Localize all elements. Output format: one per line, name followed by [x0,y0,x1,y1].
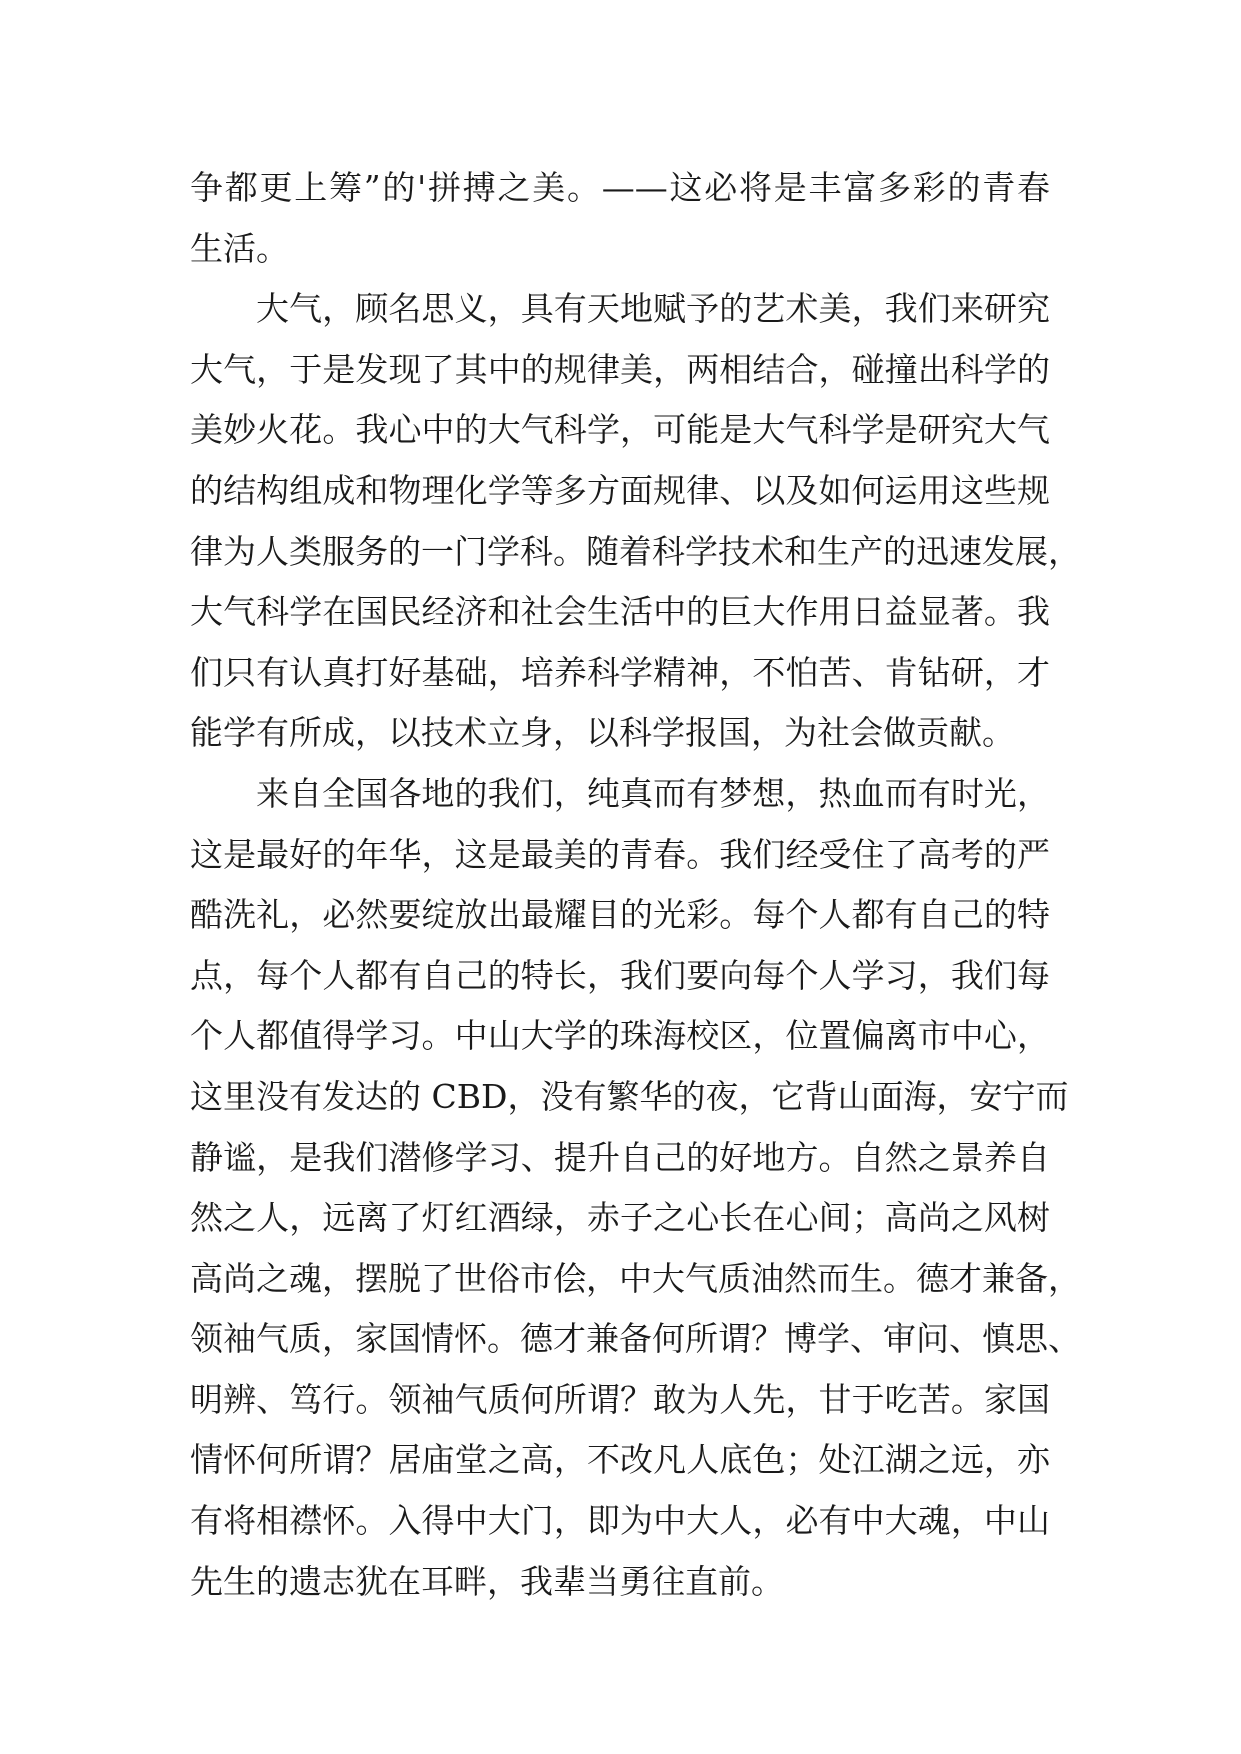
text-line: 先生的遗志犹在耳畔，我辈当勇往直前。 [190,1561,784,1601]
text-line: 律为人类服务的一门学科。随着科学技术和生产的迅速发展， [190,531,1081,571]
text-line: 情怀何所谓？居庙堂之高，不改凡人底色；处江湖之远，亦 [190,1440,1050,1480]
text-line: 高尚之魂，摆脱了世俗市侩，中大气质油然而生。德才兼备， [190,1258,1081,1298]
text-line: 争都更上筹”的'拼搏之美。——这必将是丰富多彩的青春 [190,168,1050,207]
body-text [190,158,1081,1612]
text-line: 然之人，远离了灯红酒绿，赤子之心长在心间；高尚之风树 [190,1198,1050,1238]
text-line: 这里没有发达的 CBD，没有繁华的夜，它背山面海，安宁而 [190,1076,1069,1116]
paragraph-2 [190,279,1081,764]
text-line: 明辨、笃行。领袖气质何所谓？敢为人先，甘于吃苦。家国 [190,1379,1050,1419]
text-line: 大气科学在国民经济和社会生活中的巨大作用日益显著。我 [190,592,1050,632]
text-line: 来自全国各地的我们，纯真而有梦想，热血而有时光， [256,773,1050,813]
text-line: 酷洗礼，必然要绽放出最耀目的光彩。每个人都有自己的特 [190,895,1050,935]
text-line: 大气，顾名思义，具有天地赋予的艺术美，我们来研究 [256,289,1050,329]
text-line: 有将相襟怀。入得中大门，即为中大人，必有中大魂，中山 [190,1501,1050,1541]
paragraph-1 [190,158,1050,279]
text-line: 领袖气质，家国情怀。德才兼备何所谓？博学、审问、慎思、 [190,1319,1081,1359]
text-line: 这是最好的年华，这是最美的青春。我们经受住了高考的严 [190,834,1050,874]
text-line: 静谧，是我们潜修学习、提升自己的好地方。自然之景养自 [190,1137,1050,1177]
text-line: 们只有认真打好基础，培养科学精神，不怕苦、肯钻研，才 [190,652,1050,692]
text-line: 美妙火花。我心中的大气科学，可能是大气科学是研究大气 [190,410,1050,450]
text-line: 的结构组成和物理化学等多方面规律、以及如何运用这些规 [190,470,1050,510]
text-line: 大气，于是发现了其中的规律美，两相结合，碰撞出科学的 [190,349,1050,389]
text-line: 个人都值得学习。中山大学的珠海校区，位置偏离市中心， [190,1016,1050,1056]
paragraph-3 [190,764,1081,1612]
text-line: 生活。 [190,228,289,268]
text-line: 能学有所成，以技术立身，以科学报国，为社会做贡献。 [190,713,1015,753]
text-line: 点，每个人都有自己的特长，我们要向每个人学习，我们每 [190,955,1050,995]
